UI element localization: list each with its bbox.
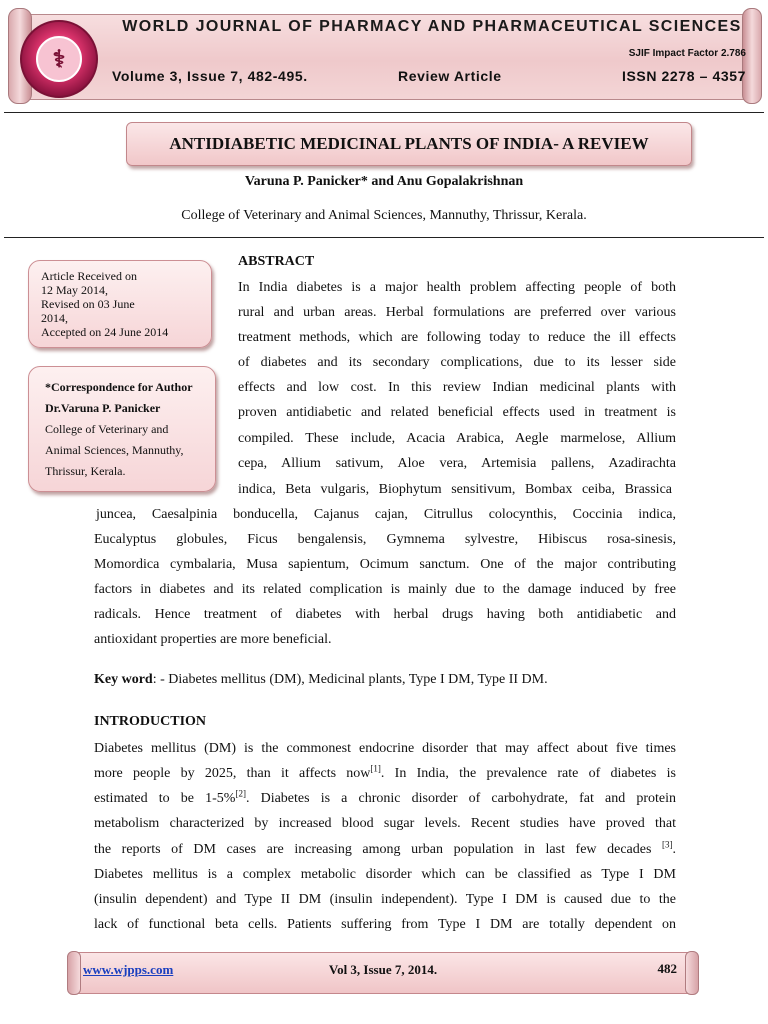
- caduceus-icon: ⚕: [36, 36, 82, 82]
- intro-line: lack of functional beta cells. Patients suffering from Type I DM are totally dependent on: [94, 917, 676, 932]
- citation-ref: [1]: [370, 763, 381, 774]
- abstract-line: proven antidiabetic and related beneficial effects used in treatment is: [238, 405, 676, 420]
- title-divider: [4, 237, 764, 238]
- introduction-heading: INTRODUCTION: [94, 714, 207, 729]
- header-divider: [4, 112, 764, 113]
- correspondence-address-2: Animal Sciences, Mannuthy,: [45, 443, 184, 457]
- article-type: Review Article: [398, 68, 502, 84]
- abstract-line: juncea, Caesalpinia bonducella, Cajanus cajan, Citrullus colocynthis, Coccinia indica,: [96, 507, 676, 522]
- page-footer: [72, 952, 694, 994]
- citation-ref: [3]: [662, 839, 673, 850]
- abstract-line: Eucalyptus globules, Ficus bengalensis, Gymnema sylvestre, Hibiscus rosa-sinesis,: [94, 532, 676, 547]
- correspondence-address-3: Thrissur, Kerala.: [45, 464, 126, 478]
- abstract-line: cepa, Allium sativum, Aloe vera, Artemisia pallens, Azadirachta: [238, 456, 676, 471]
- correspondence-box: [28, 366, 216, 492]
- abstract-heading: ABSTRACT: [238, 254, 315, 269]
- article-authors: Varuna P. Panicker* and Anu Gopalakrishnan: [244, 174, 524, 189]
- abstract-line: antioxidant properties are more beneficial.: [94, 632, 332, 647]
- article-title-box: [126, 122, 692, 166]
- abstract-line: radicals. Hence treatment of diabetes with herbal drugs having both antidiabetic and: [94, 607, 676, 622]
- abstract-line: of diabetes and its secondary complications, due to its lesser side: [238, 355, 676, 370]
- impact-factor: SJIF Impact Factor 2.786: [628, 48, 746, 59]
- intro-line: Diabetes mellitus (DM) is the commonest endocrine disorder that may affect about five times: [94, 741, 676, 756]
- keywords: [94, 672, 548, 688]
- correspondence-name: Dr.Varuna P. Panicker: [45, 401, 161, 415]
- abstract-line: compiled. These include, Acacia Arabica, Aegle marmelose, Allium: [238, 431, 676, 446]
- received-date: 12 May 2014,: [41, 283, 108, 297]
- accepted-date: Accepted on 24 June 2014: [41, 325, 169, 339]
- intro-line: (insulin dependent) and Type II DM (insulin independent). Type I DM is caused due to the: [94, 892, 676, 907]
- keywords-text: : - Diabetes mellitus (DM), Medicinal plants, Type I DM, Type II DM.: [152, 672, 548, 687]
- keywords-label: Key word: [94, 672, 153, 687]
- abstract-line: In India diabetes is a major health problem affecting people of both: [238, 280, 676, 295]
- journal-logo-icon: [20, 20, 98, 98]
- abstract-line: rural and urban areas. Herbal formulations are preferred over various: [238, 305, 676, 320]
- abstract-line: effects and low cost. In this review Indian medicinal plants with: [238, 380, 676, 395]
- revised-label: Revised on 03 June: [41, 297, 135, 311]
- received-label: Article Received on: [41, 269, 137, 283]
- journal-banner: [6, 6, 762, 102]
- correspondence-address-1: College of Veterinary and: [45, 422, 169, 436]
- intro-line: estimated to be 1-5%[2]. Diabetes is a chronic disorder of carbohydrate, fat and protein: [94, 788, 676, 806]
- intro-line: more people by 2025, than it affects now[1]. In India, the prevalence rate of diabetes is: [94, 763, 676, 781]
- intro-line: Diabetes mellitus is a complex metabolic disorder which can be classified as Type I DM: [94, 867, 676, 882]
- journal-volume: Volume 3, Issue 7, 482-495.: [112, 68, 308, 84]
- article-affiliation: College of Veterinary and Animal Sciences, Mannuthy, Thrissur, Kerala.: [181, 208, 587, 223]
- abstract-line: treatment methods, which are following today to reduce the ill effects: [238, 330, 676, 345]
- journal-issn: ISSN 2278 – 4357: [621, 68, 746, 84]
- citation-ref: [2]: [235, 788, 246, 799]
- abstract-line: factors in diabetes and its related complication is mainly due to the damage induced by free: [94, 582, 676, 597]
- correspondence-heading: *Correspondence for Author: [45, 380, 193, 394]
- footer-volume: Vol 3, Issue 7, 2014.: [328, 962, 438, 977]
- article-title: ANTIDIABETIC MEDICINAL PLANTS OF INDIA- A REVIEW: [169, 134, 649, 153]
- page-number: 482: [657, 961, 677, 976]
- journal-website-link[interactable]: www.wjpps.com: [83, 962, 174, 977]
- article-dates-box: [28, 260, 212, 348]
- abstract-line: Momordica cymbalaria, Musa sapientum, Ocimum sanctum. One of the major contributing: [94, 557, 676, 572]
- journal-title: WORLD JOURNAL OF PHARMACY AND PHARMACEUTICAL SCIENCES: [122, 18, 742, 35]
- abstract-line: indica, Beta vulgaris, Biophytum sensitivum, Bombax ceiba, Brassica: [238, 482, 672, 497]
- intro-line: metabolism characterized by increased blood sugar levels. Recent studies have proved that: [94, 816, 676, 831]
- revised-year: 2014,: [41, 311, 68, 325]
- intro-line: the reports of DM cases are increasing among urban population in last few decades [3].: [94, 839, 676, 857]
